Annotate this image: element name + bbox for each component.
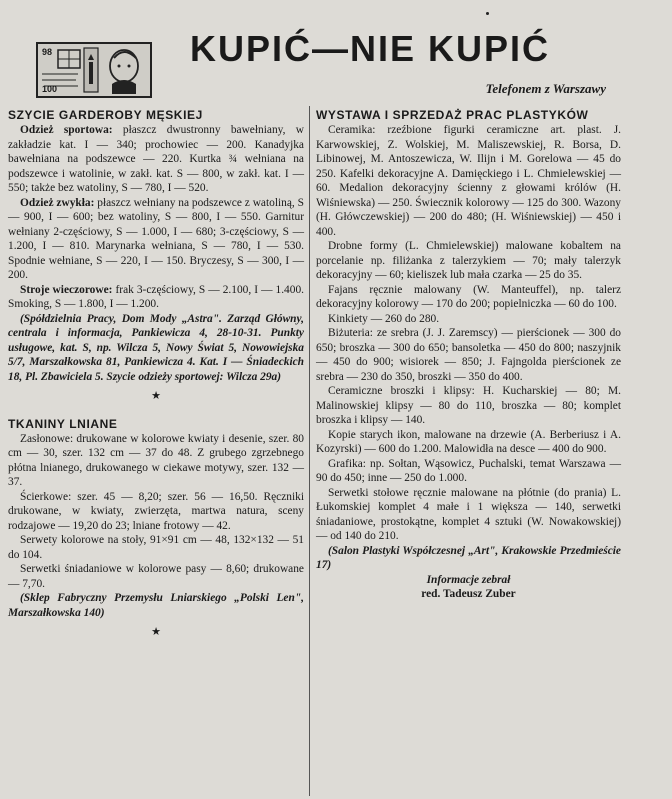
- text-evening: frak 3-częściowy, S — 2.100, I — 1.400. Smoking, S — 1.800, I — 1.200.: [8, 283, 304, 310]
- logo-number-top: 98: [42, 47, 53, 57]
- paragraph-napkins: Serwetki śniadaniowe w kolorowe pasy — 8,60; drukowane — 7,70.: [8, 563, 304, 590]
- section-title-linen: TKANINY LNIANE: [8, 416, 118, 431]
- page-subhead: Telefonem z Warszawy: [485, 81, 606, 96]
- paragraph-everyday: [8, 196, 304, 283]
- paragraph-graphics: Grafika: np. Sołtan, Wąsowicz, Puchalski, temat Warszawa — 90 do 450; inne — 250 do 1.000.: [316, 457, 621, 484]
- paragraph-jewelry: Biżuteria: ze srebra (J. J. Zaremscy) — pierścionek — 300 do 650; broszka — 300 do 650; bansoletka — 450 do 800; naszyjnik — 450 do 900; wisiorek — 850; J. Fajngolda pierścionek ze srebra — 230 do 350, broszki — 350 do 400.: [316, 327, 621, 383]
- text-sportswear: płaszcz dwustronny bawełniany, w zakładzie kat. I — 340; prochowiec — 200. Kanadyjka bawełniana na podszewce — 220. Kurtka ¾ wełniana na podszewce i watolinie, w zakł. kat. S — 800, w zakł. kat. I — 550; także bez watoliny, S — 780, I — 520.: [8, 124, 304, 194]
- byline-author: red. Tadeusz Zuber: [421, 588, 516, 600]
- paragraph-evening: [8, 283, 304, 312]
- print-speck: [486, 12, 489, 15]
- logo-number-bottom: 100: [42, 84, 58, 94]
- star-separator-2: ★: [151, 626, 161, 638]
- star-separator: ★: [151, 390, 161, 402]
- byline-collected: Informacje zebrał: [426, 573, 511, 586]
- lead-sportswear: Odzież sportowa:: [20, 124, 113, 136]
- paragraph-towels: Ścierkowe: szer. 45 — 8,20; szer. 56 — 16,50. Ręczniki drukowane, w kwiaty, zwierzęta, martwa natura, sceny rodzajowe — 19,20 do 23; lniane frotowy — 42.: [8, 490, 304, 532]
- paragraph-sportswear: [8, 123, 304, 196]
- note-polski-len: (Sklep Fabryczny Przemysłu Lniarskiego „Polski Len", Marszałkowska 140): [8, 592, 304, 619]
- column-divider: [309, 106, 310, 796]
- left-column: [8, 108, 304, 640]
- paragraph-ceramics: Ceramika: rzeźbione figurki ceramiczne art. plast. J. Karwowskiej, Z. Wolskiej, M. Maliszewskiej, R. Borsa, D. Libinowej, M. Antoszewicza, W. Ilijn i M. Gorelowa — 45 do 250. Kafelki dekoracyjne A. Damięckiego i L. Chmielewskiej — 60. Medalion dekoracyjny ścienny z głowami królów (H. Wiśniewska) — 250. Świecznik kolorowy — 125 do 300. Wazony (H. Główczewskiej) — 200 do 480; (H. Wiśniewskiej) — 450 i 400.: [316, 124, 621, 238]
- note-astra: (Spółdzielnia Pracy, Dom Mody „Astra". Zarząd Główny, centrala i informacja, Pankiewicza 4, 28-10-31. Punkty usługowe, kat. S, np. Wilcza 5, Nowy Świat 5, Nowowiejska 5/7, Marszałkowska 81, Pankiewicza 4. Kat. I — Śniadeckich 18, Pl. Zbawiciela 5. Szycie odzieży sportowej: Wilcza 29a): [8, 312, 304, 383]
- paragraph-table-napkins: Serwetki stołowe ręcznie malowane na płótnie (do prania) L. Łukomskiej komplet 4 małe i 1 większa — 140, serwetki śniadaniowe, prostokątne, komplet 4 sztuki (W. Nowakowskiej) — od 140 do 210.: [316, 486, 621, 542]
- column-logo: [36, 42, 152, 98]
- spacer: [8, 404, 304, 417]
- lead-everyday: Odzież zwykła:: [20, 196, 95, 209]
- paragraph-brooches: Ceramiczne broszki i klipsy: H. Kucharskiej — 80; M. Malinowskiej klipsy — 80 do 110, broszka — 80; komplet broszka i klipsy — 140.: [316, 385, 621, 426]
- paragraph-faience: Fajans ręcznie malowany (W. Manteuffel), np. talerz dekoracyjny kolorowy — 170 do 200; popielniczka — 60 do 100.: [316, 283, 621, 310]
- paragraph-tablecloths: Serwety kolorowe na stoły, 91×91 cm — 48, 132×132 — 51 do 104.: [8, 534, 304, 561]
- note-salon-art: (Salon Plastyki Współczesnej „Art", Krakowskie Przedmieście 17): [316, 544, 621, 571]
- paragraph-icons: Kopie starych ikon, malowane na drzewie (A. Berberiusz i A. Kozyrski) — 600 do 1.200. Malowidła na desce — 400 do 900.: [316, 428, 621, 455]
- lead-evening: Stroje wieczorowe:: [20, 283, 113, 296]
- text-everyday: płaszcz wełniany na podszewce z watoliną, S — 900, I — 600; bez watoliny, S — 800, I — 550. Garnitur wełniany 2-częściowy, S — 1.000, I — 680; 3-częściowy, S — 1.200, I — 810. Marynarka wełniana, S — 780, I — 530. Spodnie wełniane, S — 220, I — 150. Bryczesy, S — 300, I — 200.: [8, 196, 304, 281]
- paragraph-sconces: Kinkiety — 260 do 280.: [328, 312, 440, 325]
- section-title-menswear: SZYCIE GARDEROBY MĘSKIEJ: [8, 108, 203, 122]
- right-column: [316, 108, 621, 602]
- page-headline: KUPIĆ—NIE KUPIĆ: [190, 28, 551, 69]
- section-title-exhibition: WYSTAWA I SPRZEDAŻ PRAC PLASTYKÓW: [316, 108, 589, 122]
- paragraph-curtains: Zasłonowe: drukowane w kolorowe kwiaty i desenie, szer. 80 cm — 30, szer. 132 cm — 37 do 48. Z grubego zgrzebnego płótna lnianego, drukowanego w ciekawe motywy, szer. 132 — 37.: [8, 432, 304, 488]
- paragraph-small-forms: Drobne formy (L. Chmielewskiej) malowane kobaltem na porcelanie np. filiżanka z talerzykiem — 70; mały talerzyk dekoracyjny — 60; kieliszek lub mała czarka — 25 do 35.: [316, 240, 621, 281]
